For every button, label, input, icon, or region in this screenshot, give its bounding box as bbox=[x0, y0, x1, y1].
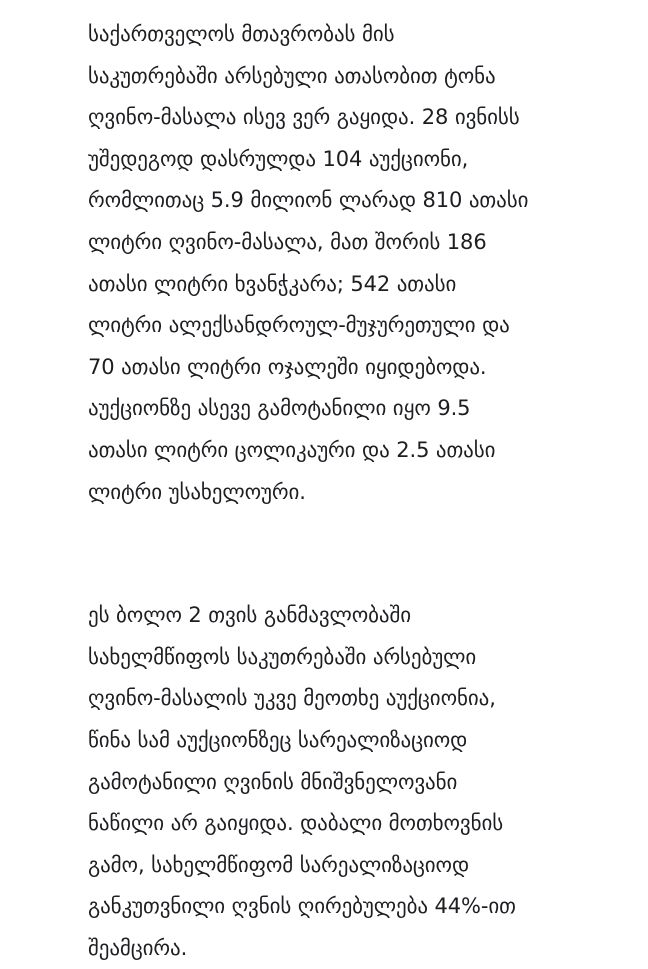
text-line: ნაწილი არ გაიყიდა. დაბალი მოთხოვნის bbox=[88, 811, 504, 836]
text-line: განკუთვნილი ღვნის ღირებულება 44%-ით bbox=[88, 894, 516, 919]
paragraph-price-reduction bbox=[88, 595, 628, 969]
text-line: უშედეგოდ დასრულდა 104 აუქციონი, bbox=[88, 146, 469, 171]
text-line: ღვინო-მასალა ისევ ვერ გაყიდა. 28 ივნისს bbox=[88, 105, 520, 130]
text-line: ათასი ლიტრი ცოლიკაური და 2.5 ათასი bbox=[88, 437, 496, 462]
text-line: აუქციონზე ასევე გამოტანილი იყო 9.5 bbox=[88, 396, 471, 421]
text-line: სახელმწიფოს საკუთრებაში არსებული bbox=[88, 644, 477, 669]
text-line: ღვინო-მასალის უკვე მეოთხე აუქციონია, bbox=[88, 686, 496, 711]
text-line: გამოტანილი ღვინის მნიშვნელოვანი bbox=[88, 769, 458, 794]
text-line: ეს ბოლო 2 თვის განმავლობაში bbox=[88, 603, 412, 628]
text-line: შეამცირა. bbox=[88, 935, 188, 960]
text-line: ლიტრი ალექსანდროულ-მუჯურეთული და bbox=[88, 313, 510, 338]
paragraph-auction-results bbox=[88, 14, 628, 513]
paragraph-spacer bbox=[88, 513, 628, 595]
text-line: საკუთრებაში არსებული ათასობით ტონა bbox=[88, 63, 496, 88]
text-line: საქართველოს მთავრობას მის bbox=[88, 22, 395, 46]
text-line: ათასი ლიტრი ხვანჭკარა; 542 ათასი bbox=[88, 271, 457, 296]
text-line: გამო, სახელმწიფომ სარეალიზაციოდ bbox=[88, 852, 470, 877]
text-line: ლიტრი ღვინო-მასალა, მათ შორის 186 bbox=[88, 229, 487, 254]
text-line: 70 ათასი ლიტრი ოჯალეში იყიდებოდა. bbox=[88, 354, 487, 379]
article-text bbox=[88, 14, 628, 969]
text-line: ლიტრი უსახელოური. bbox=[88, 479, 306, 504]
text-line: წინა სამ აუქციონზეც სარეალიზაციოდ bbox=[88, 727, 468, 752]
text-line: რომლითაც 5.9 მილიონ ლარად 810 ათასი bbox=[88, 188, 529, 213]
